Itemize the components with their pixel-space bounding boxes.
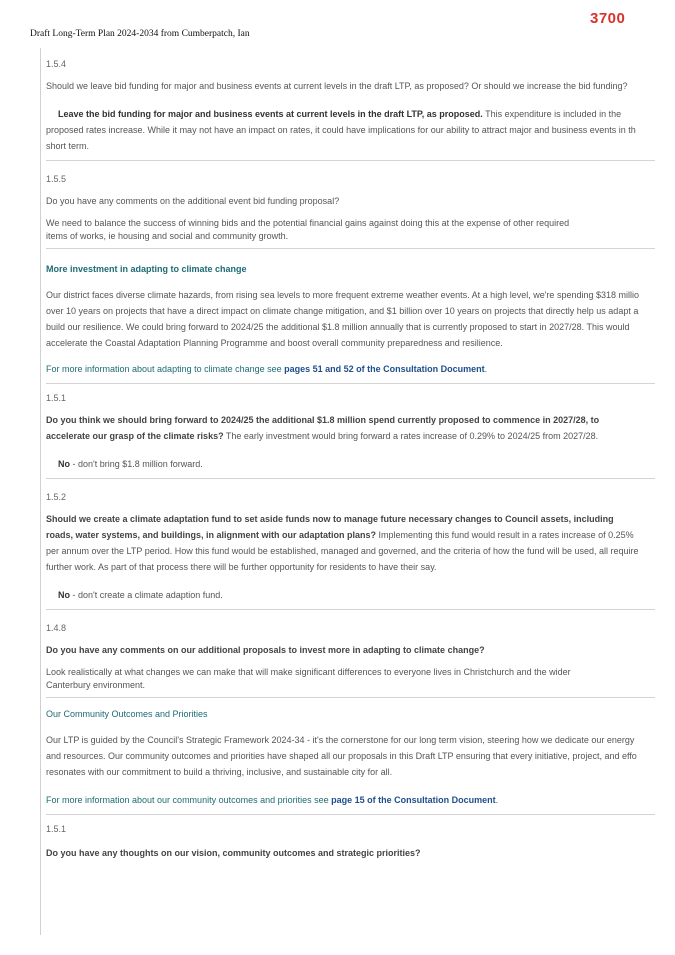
more-info-line [46, 792, 655, 808]
question-text [46, 527, 655, 543]
answer-line [46, 587, 655, 603]
body-line: over 10 years on projects that have a direct impact on climate change mitigation, and $1 billion over 10 years on projects that directly help us adapt a [46, 306, 639, 316]
question-bold: accelerate our grasp of the climate risks? [46, 431, 224, 441]
answer-line [46, 456, 655, 472]
question-text [46, 428, 655, 444]
consultation-link[interactable]: page 15 of the Consultation Document [331, 795, 496, 805]
page-number: 3700 [590, 10, 626, 27]
divider [46, 609, 655, 610]
section-heading: More investment in adapting to climate change [46, 264, 247, 274]
body-line: and resources. Our community outcomes and priorities have shaped all our proposals in this Draft LTP ensuring that every initiative, project, and effo [46, 751, 637, 761]
answer-line: short term. [46, 141, 90, 151]
question-number: 1.5.2 [46, 492, 67, 502]
divider [46, 160, 655, 161]
answer-text: This expenditure is included in the [482, 109, 622, 119]
submission-content [40, 48, 655, 935]
question-text: per annum over the LTP period. How this fund would be established, managed and governed, and the criteria of how the fund will be used, all require [46, 546, 639, 556]
question-text: Do you have any thoughts on our vision, community outcomes and strategic priorities? [46, 848, 421, 858]
question-text: Do you think we should bring forward to 2024/25 the additional $1.8 million spend currently proposed to commence in 2027/28, to [46, 415, 600, 425]
question-text: further work. As part of that process there will be further opportunity for residents to have their say. [46, 562, 437, 572]
body-line: Our district faces diverse climate hazards, from rising sea levels to more frequent extreme weather events. At a high level, we're spending $318 millio [46, 290, 639, 300]
answer-line [46, 106, 655, 122]
answer-bold: Leave the bid funding for major and business events at current levels in the draft LTP, as proposed. [58, 109, 483, 119]
response-line: items of works, ie housing and social and community growth. [46, 230, 289, 241]
more-info-text: For more information about our community outcomes and priorities see [46, 795, 332, 805]
more-info-text: . [495, 795, 499, 805]
answer-text: - don't bring $1.8 million forward. [70, 459, 203, 469]
question-rest: Implementing this fund would result in a rates increase of 0.25% [376, 530, 634, 540]
question-number: 1.5.1 [46, 393, 67, 403]
more-info-text: For more information about adapting to climate change see [46, 364, 285, 374]
answer-bold: No [58, 459, 70, 469]
question-text: Should we leave bid funding for major and business events at current levels in the draft LTP, as proposed? Or should we increase the bid funding? [46, 81, 628, 91]
question-number: 1.5.4 [46, 59, 67, 69]
body-line: accelerate the Coastal Adaptation Planning Programme and boost overall community preparedness and resilience. [46, 338, 503, 348]
section-heading: Our Community Outcomes and Priorities [46, 709, 208, 719]
answer-line: proposed rates increase. While it may not have an impact on rates, it could have implications for our ability to attract major and business events in th [46, 125, 636, 135]
question-rest: The early investment would bring forward a rates increase of 0.29% to 2024/25 from 2027/28. [223, 431, 599, 441]
divider [46, 248, 655, 249]
response-line: Canterbury environment. [46, 679, 146, 690]
divider [46, 814, 655, 815]
answer-bold: No [58, 590, 70, 600]
response-line: Look realistically at what changes we can make that will make significant differences to everyone lives in Christchurch and the wider [46, 667, 571, 677]
response-line: We need to balance the success of winning bids and the potential financial gains against doing this at the expense of other required [46, 218, 570, 228]
question-text: Do you have any comments on our additional proposals to invest more in adapting to climate change? [46, 645, 485, 655]
consultation-link[interactable]: pages 51 and 52 of the Consultation Document [284, 364, 485, 374]
question-text: Do you have any comments on the additional event bid funding proposal? [46, 196, 340, 206]
answer-text: - don't create a climate adaption fund. [70, 590, 223, 600]
body-line: build our resilience. We could bring forward to 2024/25 the additional $1.8 million annually that is currently proposed to start in 2027/28. This would [46, 322, 630, 332]
question-number: 1.4.8 [46, 623, 67, 633]
more-info-text: . [484, 364, 488, 374]
document-title: Draft Long-Term Plan 2024-2034 from Cumberpatch, Ian [30, 29, 250, 39]
divider [46, 383, 655, 384]
more-info-line [46, 361, 655, 377]
divider [46, 478, 655, 479]
question-number: 1.5.1 [46, 824, 67, 834]
divider [46, 697, 655, 698]
question-bold: roads, water systems, and buildings, in alignment with our adaptation plans? [46, 530, 377, 540]
body-line: Our LTP is guided by the Council's Strategic Framework 2024-34 - it's the cornerstone for our long term vision, steering how we dedicate our energy [46, 735, 635, 745]
question-number: 1.5.5 [46, 174, 67, 184]
question-text: Should we create a climate adaptation fund to set aside funds now to manage future necessary changes to Council assets, including [46, 514, 614, 524]
body-line: resonates with our commitment to build a thriving, inclusive, and sustainable city for all. [46, 767, 393, 777]
